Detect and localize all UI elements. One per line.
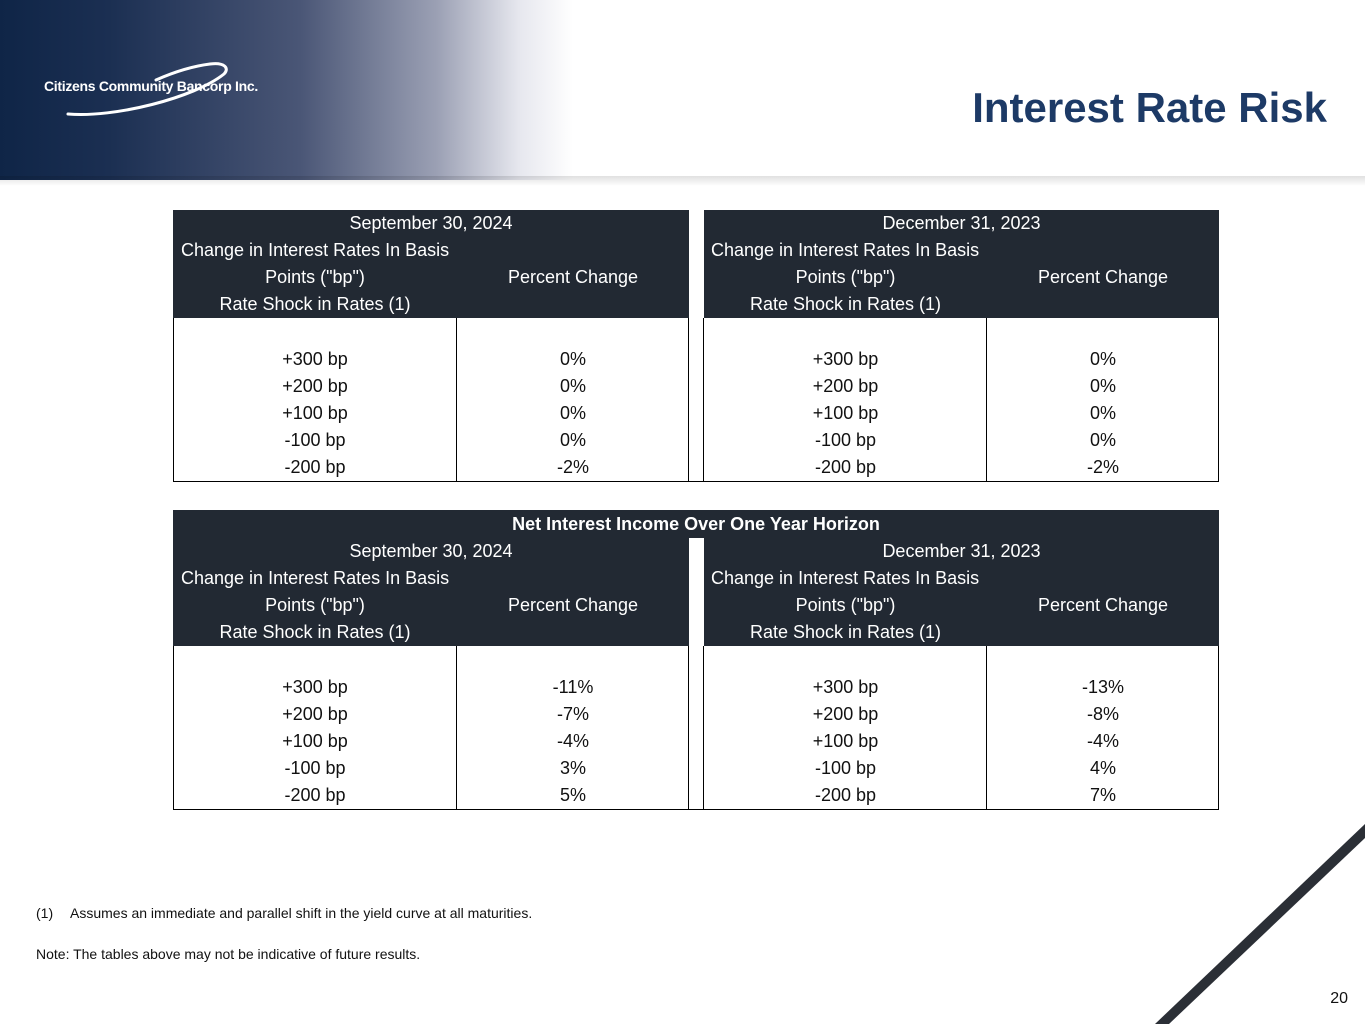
right-col1-line3: Rate Shock in Rates (1): [749, 294, 942, 314]
cell: -11%: [552, 677, 594, 697]
cell: 7%: [1089, 785, 1116, 805]
cell: +300 bp: [282, 349, 348, 369]
cell: -7%: [556, 704, 589, 724]
right-col1-line3: Rate Shock in Rates (1): [749, 622, 942, 642]
table-row: [173, 427, 1219, 454]
right-col1-line1: Change in Interest Rates In Basis: [711, 240, 980, 260]
cell: +300 bp: [812, 677, 879, 697]
cell: 0%: [1089, 376, 1116, 396]
table-header: [173, 210, 1219, 318]
cell: +300 bp: [812, 349, 879, 369]
footnote-1: [36, 905, 532, 921]
cell: +200 bp: [282, 376, 348, 396]
cell: +100 bp: [812, 403, 879, 423]
table-row: [173, 373, 1219, 400]
cell: +100 bp: [812, 731, 879, 751]
cell: -200 bp: [284, 785, 346, 805]
left-col1-line1: Change in Interest Rates In Basis: [181, 568, 450, 588]
left-col1-line2: Points ("bp"): [265, 267, 365, 287]
cell: 0%: [559, 430, 586, 450]
table-body: [173, 646, 1219, 810]
cell: +200 bp: [282, 704, 348, 724]
table-row: [173, 782, 1219, 809]
cell: -200 bp: [814, 457, 877, 477]
table-row: [173, 701, 1219, 728]
footnote-2: Note: The tables above may not be indicative of future results.: [36, 946, 421, 962]
left-col1-line1: Change in Interest Rates In Basis: [181, 240, 450, 260]
cell: +100 bp: [282, 403, 348, 423]
right-date: December 31, 2023: [882, 213, 1041, 233]
cell: 4%: [1089, 758, 1116, 778]
footnote-number: (1): [36, 905, 54, 921]
page-title: Interest Rate Risk: [972, 84, 1327, 131]
company-logo: [44, 58, 284, 128]
cell: 0%: [1089, 403, 1116, 423]
right-col1-line1: Change in Interest Rates In Basis: [711, 568, 980, 588]
cell: +300 bp: [282, 677, 348, 697]
cell: -4%: [556, 731, 589, 751]
left-col2-header: Percent Change: [507, 267, 639, 287]
company-name: Citizens Community Bancorp Inc.: [44, 78, 258, 94]
left-date: September 30, 2024: [349, 541, 513, 561]
cell: -13%: [1081, 677, 1125, 697]
cell: -100 bp: [814, 758, 877, 778]
cell: 3%: [559, 758, 586, 778]
page-number: 20: [1330, 990, 1348, 1007]
cell: -2%: [1086, 457, 1119, 477]
table-row: [173, 755, 1219, 782]
cell: 0%: [1089, 349, 1116, 369]
table-row: [173, 728, 1219, 755]
cell: -4%: [1086, 731, 1119, 751]
right-col2-header: Percent Change: [1037, 267, 1169, 287]
left-col1-line2: Points ("bp"): [265, 595, 365, 615]
table-caption: Net Interest Income Over One Year Horizon: [512, 514, 880, 534]
table-row: [173, 346, 1219, 373]
cell: -100 bp: [284, 758, 346, 778]
cell: +200 bp: [812, 376, 879, 396]
banner-shadow: [0, 176, 1365, 186]
cell: -2%: [556, 457, 589, 477]
cell: +100 bp: [282, 731, 348, 751]
footnote-text: Assumes an immediate and parallel shift in the yield curve at all maturities.: [70, 905, 533, 921]
table-row: [173, 454, 1219, 481]
cell: -8%: [1086, 704, 1119, 724]
right-col1-line2: Points ("bp"): [795, 595, 896, 615]
cell: -100 bp: [284, 430, 346, 450]
left-col1-line3: Rate Shock in Rates (1): [219, 294, 411, 314]
cell: 5%: [559, 785, 586, 805]
right-col1-line2: Points ("bp"): [795, 267, 896, 287]
table-row: [173, 674, 1219, 701]
cell: 0%: [559, 349, 586, 369]
right-date: December 31, 2023: [882, 541, 1041, 561]
left-date: September 30, 2024: [349, 213, 513, 233]
left-col2-header: Percent Change: [507, 595, 639, 615]
cell: 0%: [1089, 430, 1116, 450]
left-col1-line3: Rate Shock in Rates (1): [219, 622, 411, 642]
cell: 0%: [559, 403, 586, 423]
cell: -200 bp: [284, 457, 346, 477]
table-row: [173, 400, 1219, 427]
cell: -100 bp: [814, 430, 877, 450]
table-body: [173, 318, 1219, 482]
cell: -200 bp: [814, 785, 877, 805]
cell: +200 bp: [812, 704, 879, 724]
cell: 0%: [559, 376, 586, 396]
table-header: [173, 510, 1219, 646]
right-col2-header: Percent Change: [1037, 595, 1169, 615]
